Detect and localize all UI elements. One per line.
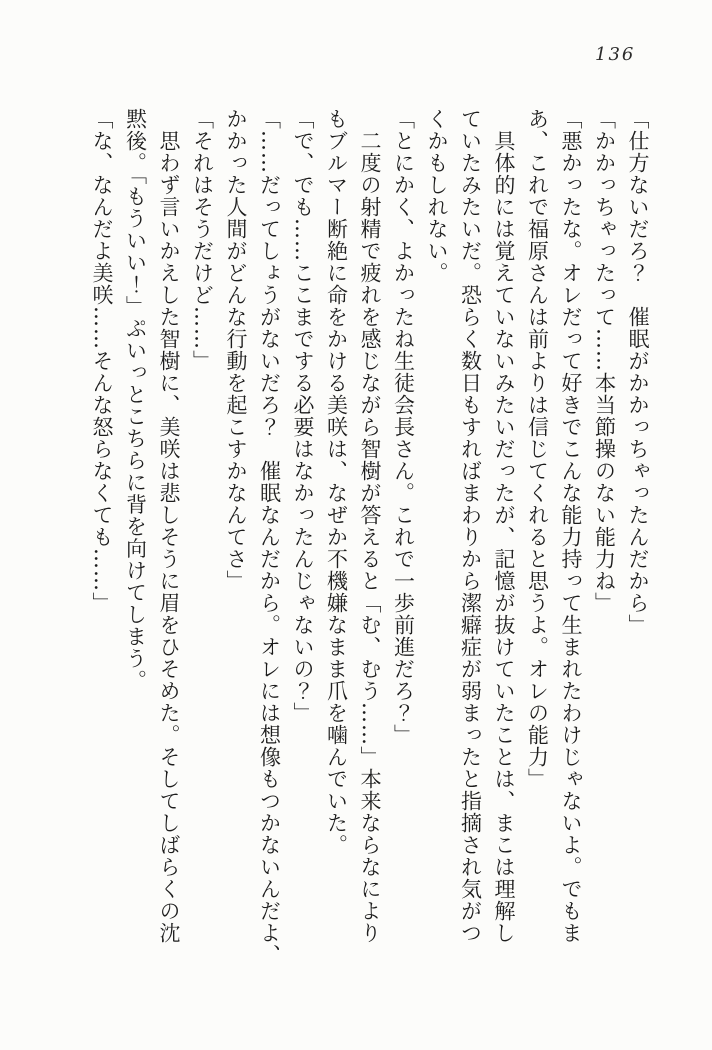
- text-line: 思わず言いかえした智樹に、美咲は悲しそうに眉をひそめた。そしてしばらくの沈: [157, 130, 181, 944]
- text-line: 「仕方ないだろ？ 催眠がかかっちゃったんだから」: [626, 108, 650, 636]
- text-line: もブルマー断絶に命をかける美咲は、なぜか不機嫌なまま爪を噛んでいた。: [324, 108, 349, 856]
- text-line: ていたみたいだ。恐らく数日もすればまわりから潔癖症が弱まったと指摘され気がつ: [458, 108, 483, 944]
- text-line: 「それはそうだけど……」: [190, 108, 215, 372]
- text-line: 「とにかく、よかったね生徒会長さん。これで一歩前進だろ？」: [391, 108, 416, 746]
- text-line: 「かかっちゃったって……本当節操のない能力ね」: [592, 108, 617, 614]
- text-line: 「で、でも……ここまでする必要はなかったんじゃないの？」: [291, 108, 315, 724]
- text-line: 「な、なんだよ美咲……そんな怒らなくても……」: [90, 108, 114, 614]
- text-line: 具体的には覚えていないみたいだったが、記憶が抜けていたことは、まこは理解し: [492, 130, 516, 944]
- text-line: くかもしれない。: [425, 108, 449, 284]
- text-line: 二度の射精で疲れを感じながら智樹が答えると「む、むう……」本来ならなにより: [358, 130, 382, 944]
- text-line: 「悪かったな。オレだって好きでこんな能力持って生まれたわけじゃないよ。でもま: [559, 108, 583, 944]
- text-line: 黙後。「もういい！」ぷいっとこちらに背を向けてしまう。: [123, 108, 148, 692]
- text-line: 「……だってしょうがないだろ？ 催眠なんだから。オレには想像もつかないんだよ、: [257, 108, 282, 966]
- page-number: 136: [595, 44, 636, 65]
- page-text: [84, 108, 654, 970]
- text-line: かかった人間がどんな行動を起こすかなんてさ」: [224, 108, 248, 592]
- text-line: あ、これで福原さんは前よりは信じてくれると思うよ。オレの能力」: [525, 108, 550, 790]
